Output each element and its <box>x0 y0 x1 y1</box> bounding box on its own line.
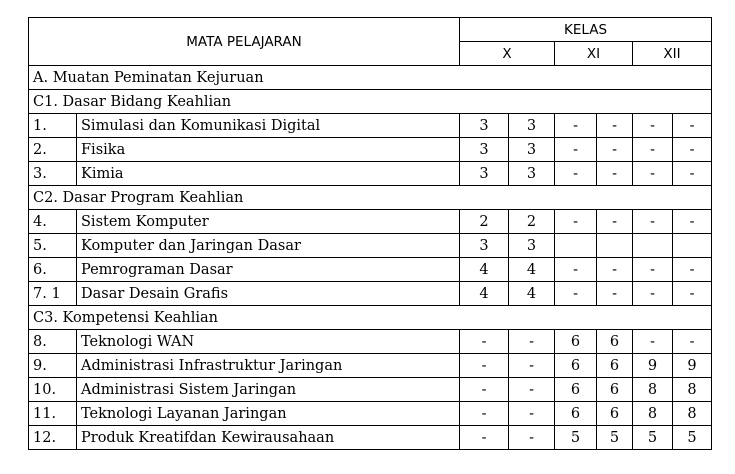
hours-cell: 6 <box>555 378 597 402</box>
subject-name: Sistem Komputer <box>77 210 460 234</box>
hours-cell: 9 <box>673 354 712 378</box>
row-number: 8. <box>29 330 77 354</box>
hours-cell: - <box>509 426 555 450</box>
hours-cell: 3 <box>509 234 555 258</box>
hours-cell: 6 <box>597 330 633 354</box>
table-body <box>29 66 712 450</box>
hours-cell: 5 <box>673 426 712 450</box>
hours-cell: 3 <box>509 162 555 186</box>
table-row <box>29 162 712 186</box>
hours-cell: - <box>460 402 509 426</box>
hours-cell: - <box>460 426 509 450</box>
hours-cell <box>673 234 712 258</box>
hours-cell: - <box>597 282 633 306</box>
hours-cell: - <box>633 330 673 354</box>
hours-cell: - <box>509 378 555 402</box>
hours-cell: - <box>633 114 673 138</box>
table-row <box>29 210 712 234</box>
hours-cell <box>555 234 597 258</box>
row-number: 11. <box>29 402 77 426</box>
hours-cell: - <box>509 402 555 426</box>
hours-cell: - <box>597 138 633 162</box>
hours-cell: 8 <box>633 402 673 426</box>
grade-x-header: X <box>460 42 555 66</box>
hours-cell: 4 <box>509 258 555 282</box>
hours-cell <box>633 234 673 258</box>
hours-cell: 2 <box>460 210 509 234</box>
hours-cell: 5 <box>633 426 673 450</box>
table-row <box>29 282 712 306</box>
table-row <box>29 258 712 282</box>
row-number: 6. <box>29 258 77 282</box>
hours-cell: - <box>633 258 673 282</box>
hours-cell: 3 <box>460 162 509 186</box>
hours-cell: 6 <box>555 402 597 426</box>
subject-name: Teknologi Layanan Jaringan <box>77 402 460 426</box>
hours-cell: 2 <box>509 210 555 234</box>
section-row <box>29 90 712 114</box>
header-row-1 <box>29 18 712 42</box>
row-number: 4. <box>29 210 77 234</box>
hours-cell: - <box>460 330 509 354</box>
table-row <box>29 234 712 258</box>
hours-cell: - <box>509 354 555 378</box>
hours-cell: 4 <box>460 282 509 306</box>
row-number: 1. <box>29 114 77 138</box>
section-row <box>29 306 712 330</box>
hours-cell: 6 <box>597 378 633 402</box>
row-number: 7. 1 <box>29 282 77 306</box>
hours-cell: 8 <box>633 378 673 402</box>
subject-name: Kimia <box>77 162 460 186</box>
row-number: 10. <box>29 378 77 402</box>
hours-cell: - <box>555 258 597 282</box>
hours-cell: - <box>673 282 712 306</box>
hours-cell: - <box>460 354 509 378</box>
hours-cell: - <box>597 162 633 186</box>
section-label: C2. Dasar Program Keahlian <box>29 186 712 210</box>
hours-cell: 5 <box>597 426 633 450</box>
kelas-header: KELAS <box>460 18 712 42</box>
subject-name: Pemrograman Dasar <box>77 258 460 282</box>
section-row <box>29 66 712 90</box>
section-label: C3. Kompetensi Keahlian <box>29 306 712 330</box>
hours-cell: 9 <box>633 354 673 378</box>
section-row <box>29 186 712 210</box>
hours-cell: 3 <box>460 138 509 162</box>
row-number: 2. <box>29 138 77 162</box>
hours-cell: - <box>673 162 712 186</box>
hours-cell: - <box>673 330 712 354</box>
subject-name: Administrasi Sistem Jaringan <box>77 378 460 402</box>
hours-cell <box>597 234 633 258</box>
subject-name: Teknologi WAN <box>77 330 460 354</box>
table-row <box>29 354 712 378</box>
table-row <box>29 402 712 426</box>
table-row <box>29 138 712 162</box>
grade-xii-header: XII <box>633 42 712 66</box>
subject-header: MATA PELAJARAN <box>29 18 460 66</box>
hours-cell: - <box>555 162 597 186</box>
section-label: A. Muatan Peminatan Kejuruan <box>29 66 712 90</box>
hours-cell: - <box>597 114 633 138</box>
hours-cell: - <box>673 258 712 282</box>
hours-cell: 6 <box>597 354 633 378</box>
row-number: 3. <box>29 162 77 186</box>
table-row <box>29 378 712 402</box>
hours-cell: 4 <box>509 282 555 306</box>
hours-cell: - <box>597 258 633 282</box>
hours-cell: 3 <box>509 138 555 162</box>
subject-name: Komputer dan Jaringan Dasar <box>77 234 460 258</box>
hours-cell: 6 <box>597 402 633 426</box>
subject-name: Administrasi Infrastruktur Jaringan <box>77 354 460 378</box>
hours-cell: - <box>509 330 555 354</box>
hours-cell: 6 <box>555 354 597 378</box>
hours-cell: - <box>555 282 597 306</box>
row-number: 9. <box>29 354 77 378</box>
table-row <box>29 330 712 354</box>
hours-cell: - <box>633 138 673 162</box>
hours-cell: 8 <box>673 402 712 426</box>
grade-xi-header: XI <box>555 42 633 66</box>
hours-cell: 4 <box>460 258 509 282</box>
row-number: 5. <box>29 234 77 258</box>
hours-cell: 3 <box>460 114 509 138</box>
hours-cell: 6 <box>555 330 597 354</box>
hours-cell: - <box>673 210 712 234</box>
subject-name: Fisika <box>77 138 460 162</box>
table-row <box>29 114 712 138</box>
hours-cell: 8 <box>673 378 712 402</box>
section-label: C1. Dasar Bidang Keahlian <box>29 90 712 114</box>
hours-cell: 3 <box>460 234 509 258</box>
hours-cell: - <box>673 114 712 138</box>
hours-cell: - <box>673 138 712 162</box>
curriculum-table <box>28 17 712 450</box>
hours-cell: - <box>555 210 597 234</box>
hours-cell: 5 <box>555 426 597 450</box>
hours-cell: - <box>555 138 597 162</box>
subject-name: Dasar Desain Grafis <box>77 282 460 306</box>
hours-cell: - <box>460 378 509 402</box>
subject-name: Produk Kreatifdan Kewirausahaan <box>77 426 460 450</box>
hours-cell: - <box>633 282 673 306</box>
hours-cell: - <box>633 210 673 234</box>
subject-name: Simulasi dan Komunikasi Digital <box>77 114 460 138</box>
hours-cell: - <box>555 114 597 138</box>
table-row <box>29 426 712 450</box>
hours-cell: - <box>633 162 673 186</box>
row-number: 12. <box>29 426 77 450</box>
hours-cell: - <box>597 210 633 234</box>
hours-cell: 3 <box>509 114 555 138</box>
